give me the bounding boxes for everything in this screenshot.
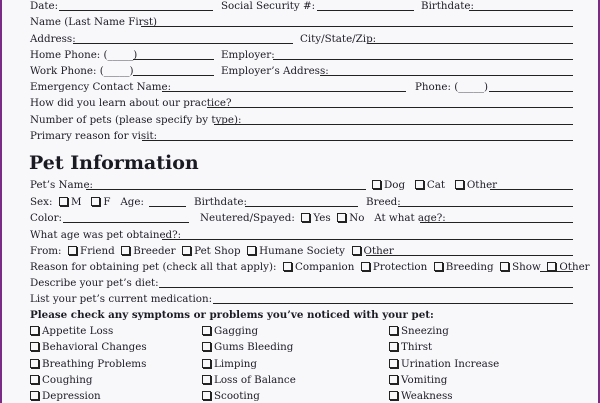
sex-label: Sex:	[30, 196, 53, 208]
num-pets-field[interactable]	[214, 124, 573, 125]
symptom-option[interactable]: Urination Increase	[389, 358, 499, 370]
birthdate-label: Birthdate:	[421, 0, 474, 12]
diet-label: Describe your pet’s diet:	[30, 277, 159, 289]
checkbox-icon	[389, 359, 398, 368]
checkbox-icon	[59, 197, 68, 206]
from-other-option[interactable]: Other	[352, 245, 394, 257]
pet-information-heading: Pet Information	[29, 152, 199, 174]
symptom-option[interactable]: Vomiting	[389, 374, 447, 386]
color-label: Color:	[30, 212, 62, 224]
checkbox-icon	[337, 213, 346, 222]
species-other-option[interactable]: Other	[455, 179, 497, 191]
age-label: Age:	[120, 196, 144, 208]
emergency-contact-field[interactable]	[162, 91, 406, 92]
symptom-option[interactable]: Loss of Balance	[202, 374, 296, 386]
checkbox-icon	[352, 246, 361, 255]
medication-field[interactable]	[213, 303, 573, 304]
dog-option[interactable]: Dog	[372, 179, 405, 191]
employer-field[interactable]	[273, 59, 573, 60]
checkbox-icon	[389, 375, 398, 384]
home-phone-label: Home Phone: (_____)	[30, 49, 138, 61]
visit-reason-label: Primary reason for visit:	[30, 130, 158, 142]
checkbox-icon	[30, 326, 39, 335]
home-phone-field[interactable]	[133, 59, 214, 60]
emergency-contact-label: Emergency Contact Name:	[30, 81, 172, 93]
neutered-age-field[interactable]	[420, 222, 573, 223]
checkbox-icon	[202, 326, 211, 335]
breed-label: Breed:	[366, 196, 401, 208]
diet-field[interactable]	[159, 287, 573, 288]
checkbox-icon	[301, 213, 310, 222]
neutered-yes-option[interactable]: Yes	[301, 212, 330, 224]
from-petshop-option[interactable]: Pet Shop	[182, 245, 240, 257]
checkbox-icon	[372, 180, 381, 189]
name-field[interactable]	[141, 26, 573, 27]
from-humane-option[interactable]: Humane Society	[247, 245, 345, 257]
visit-reason-field[interactable]	[142, 140, 573, 141]
checkbox-icon	[30, 391, 39, 400]
emergency-phone-label: Phone: (_____)	[415, 81, 489, 93]
reason-protection-option[interactable]: Protection	[361, 261, 427, 273]
symptom-option[interactable]: Weakness	[389, 390, 453, 402]
cat-option[interactable]: Cat	[415, 179, 445, 191]
checkbox-icon	[202, 342, 211, 351]
checkbox-icon	[415, 180, 424, 189]
checkbox-icon	[361, 262, 370, 271]
checkbox-icon	[434, 262, 443, 271]
checkbox-icon	[182, 246, 191, 255]
checkbox-icon	[283, 262, 292, 271]
birthdate-field[interactable]	[469, 10, 573, 11]
age-obtained-field[interactable]	[162, 239, 573, 240]
neutered-label: Neutered/Spayed:	[200, 212, 295, 224]
reason-show-option[interactable]: Show	[500, 261, 541, 273]
breed-field[interactable]	[398, 206, 573, 207]
pets-name-field[interactable]	[86, 189, 366, 190]
learn-field[interactable]	[207, 107, 573, 108]
checkbox-icon	[30, 375, 39, 384]
pet-birthdate-field[interactable]	[245, 206, 358, 207]
pet-birthdate-label: Birthdate:	[194, 196, 247, 208]
checkbox-icon	[455, 180, 464, 189]
pets-name-label: Pet’s Name:	[30, 179, 94, 191]
sex-m-option[interactable]: M	[59, 196, 82, 208]
city-state-zip-label: City/State/Zip:	[300, 33, 377, 45]
checkbox-icon	[389, 342, 398, 351]
from-row	[30, 245, 394, 257]
symptom-option[interactable]: Limping	[202, 358, 257, 370]
address-label: Address:	[30, 33, 76, 45]
neutered-no-option[interactable]: No	[337, 212, 364, 224]
checkbox-icon	[202, 375, 211, 384]
checkbox-icon	[547, 262, 556, 271]
employer-address-label: Employer’s Address:	[221, 65, 329, 77]
symptom-option[interactable]: Breathing Problems	[30, 358, 146, 370]
reason-row	[30, 261, 590, 273]
address-field[interactable]	[73, 43, 293, 44]
neutered-age-label: At what age?:	[374, 212, 446, 224]
checkbox-icon	[91, 197, 100, 206]
checkbox-icon	[68, 246, 77, 255]
checkbox-icon	[202, 359, 211, 368]
color-field[interactable]	[63, 222, 189, 223]
symptoms-prompt: Please check any symptoms or problems you’ve noticed with your pet:	[30, 309, 434, 321]
from-breeder-option[interactable]: Breeder	[121, 245, 175, 257]
checkbox-icon	[500, 262, 509, 271]
symptom-option[interactable]: Gums Bleeding	[202, 341, 293, 353]
checkbox-icon	[247, 246, 256, 255]
ssn-field[interactable]	[317, 10, 414, 11]
symptom-option[interactable]: Coughing	[30, 374, 92, 386]
sex-row	[30, 196, 144, 208]
date-field[interactable]	[59, 10, 213, 11]
medication-label: List your pet’s current medication:	[30, 293, 213, 305]
checkbox-icon	[30, 359, 39, 368]
checkbox-icon	[202, 391, 211, 400]
symptom-option[interactable]: Appetite Loss	[30, 325, 113, 337]
work-phone-field[interactable]	[133, 75, 214, 76]
reason-breeding-option[interactable]: Breeding	[434, 261, 494, 273]
city-state-zip-field[interactable]	[368, 43, 573, 44]
symptom-option[interactable]: Depression	[30, 390, 101, 402]
reason-other-option[interactable]: Other	[547, 261, 589, 273]
num-pets-label: Number of pets (please specify by type):	[30, 114, 242, 126]
reason-other-field[interactable]	[540, 271, 573, 272]
symptom-option[interactable]: Behavioral Changes	[30, 341, 147, 353]
species-options	[372, 179, 497, 191]
sex-f-option[interactable]: F	[91, 196, 110, 208]
learn-label: How did you learn about our practice?	[30, 97, 232, 109]
species-other-field[interactable]	[490, 189, 573, 190]
from-other-field[interactable]	[366, 255, 573, 256]
from-friend-option[interactable]: Friend	[68, 245, 115, 257]
symptom-option[interactable]: Scooting	[202, 390, 260, 402]
work-phone-label: Work Phone: (_____)	[30, 65, 134, 77]
ssn-label: Social Security #:	[221, 0, 316, 12]
from-label: From:	[30, 245, 62, 257]
checkbox-icon	[30, 342, 39, 351]
checkbox-icon	[389, 326, 398, 335]
date-label: Date:	[30, 0, 59, 12]
symptom-option[interactable]: Sneezing	[389, 325, 449, 337]
reason-companion-option[interactable]: Companion	[283, 261, 354, 273]
checkbox-icon	[121, 246, 130, 255]
age-field[interactable]	[149, 206, 186, 207]
symptom-option[interactable]: Gagging	[202, 325, 258, 337]
neutered-row	[200, 212, 446, 224]
checkbox-icon	[389, 391, 398, 400]
employer-address-field[interactable]	[320, 75, 573, 76]
reason-obtaining-label: Reason for obtaining pet (check all that apply):	[30, 261, 277, 273]
name-label: Name (Last Name First)	[30, 16, 158, 28]
symptom-option[interactable]: Thirst	[389, 341, 432, 353]
age-obtained-label: What age was pet obtained?:	[30, 229, 182, 241]
employer-label: Employer:	[221, 49, 275, 61]
emergency-phone-field[interactable]	[489, 91, 573, 92]
